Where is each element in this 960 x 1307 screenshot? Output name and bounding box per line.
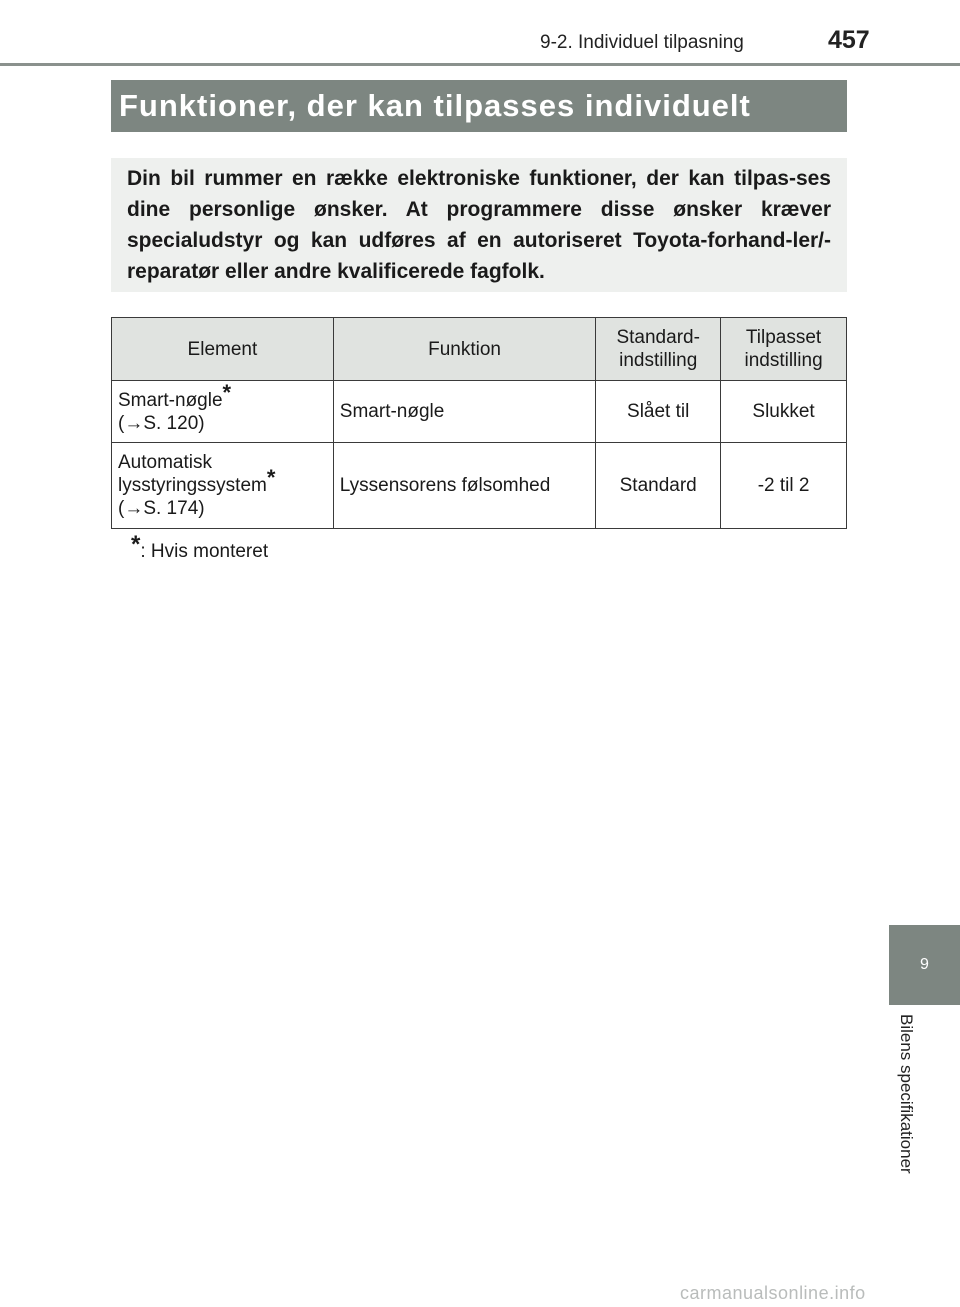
footnote-text: : Hvis monteret bbox=[140, 541, 269, 562]
header-function-label: Funktion bbox=[428, 338, 501, 360]
footnote-marker: * bbox=[222, 379, 232, 405]
header-element-label: Element bbox=[187, 338, 258, 360]
footnote bbox=[131, 531, 269, 563]
cell-function: Smart-nøgle bbox=[333, 381, 595, 443]
watermark: carmanualsonline.info bbox=[680, 1283, 866, 1303]
intro-box bbox=[111, 158, 847, 292]
table-row bbox=[112, 381, 847, 443]
table-header-row bbox=[112, 318, 847, 381]
cell-element: Smart-nøgle* (→S. 120) bbox=[112, 381, 334, 443]
cell-function: Lyssensorens følsomhed bbox=[333, 443, 595, 529]
cell-default-value: Slået til bbox=[596, 381, 721, 443]
section-heading: 9-2. Individuel tilpasning bbox=[540, 32, 744, 53]
header-default-line2: indstilling bbox=[619, 350, 698, 371]
footnote-marker: * bbox=[266, 465, 276, 490]
title-banner bbox=[111, 80, 847, 132]
footnote-marker: * bbox=[131, 531, 141, 558]
page-title: Funktioner, der kan tilpasses individuelt bbox=[119, 88, 751, 123]
element-name-line1: Automatisk bbox=[118, 452, 212, 473]
table-row bbox=[112, 443, 847, 529]
header-divider bbox=[0, 63, 960, 66]
chapter-number: 9 bbox=[920, 956, 929, 973]
chapter-label: Bilens specifikationer bbox=[897, 1014, 916, 1174]
header-function bbox=[333, 318, 595, 381]
cell-custom-value: Slukket bbox=[721, 381, 847, 443]
header-custom-line1: Tilpasset bbox=[745, 327, 822, 348]
cell-custom-value: -2 til 2 bbox=[721, 443, 847, 529]
element-name: Smart-nøgle bbox=[118, 389, 223, 411]
reference-arrow: → bbox=[124, 412, 144, 434]
page-number: 457 bbox=[828, 26, 870, 54]
header-element bbox=[112, 318, 334, 381]
page-reference-link[interactable]: S. 120 bbox=[143, 412, 199, 434]
intro-text: Din bil rummer en række elektroniske funktioner, der kan tilpas-ses dine personlige ønsker. At programmere disse ønsker kræver specialudstyr og kan udføres af en autoriseret Toyota-forhand-ler/-reparatør eller andre kvalificerede fagfolk. bbox=[127, 167, 831, 283]
element-name-line2: lysstyringssystem bbox=[118, 475, 267, 496]
chapter-tab[interactable] bbox=[889, 925, 960, 1005]
header-default-setting bbox=[596, 318, 721, 381]
cell-element: Automatisk lysstyringssystem* (→S. 174) bbox=[112, 443, 334, 529]
customization-table bbox=[111, 317, 847, 529]
header-custom-line2: indstilling bbox=[744, 350, 823, 371]
header-default-line1: Standard- bbox=[616, 327, 700, 348]
header-custom-setting bbox=[721, 318, 847, 381]
reference-arrow: → bbox=[124, 498, 144, 519]
cell-default-value: Standard bbox=[596, 443, 721, 529]
page-reference-link[interactable]: S. 174 bbox=[143, 498, 199, 519]
